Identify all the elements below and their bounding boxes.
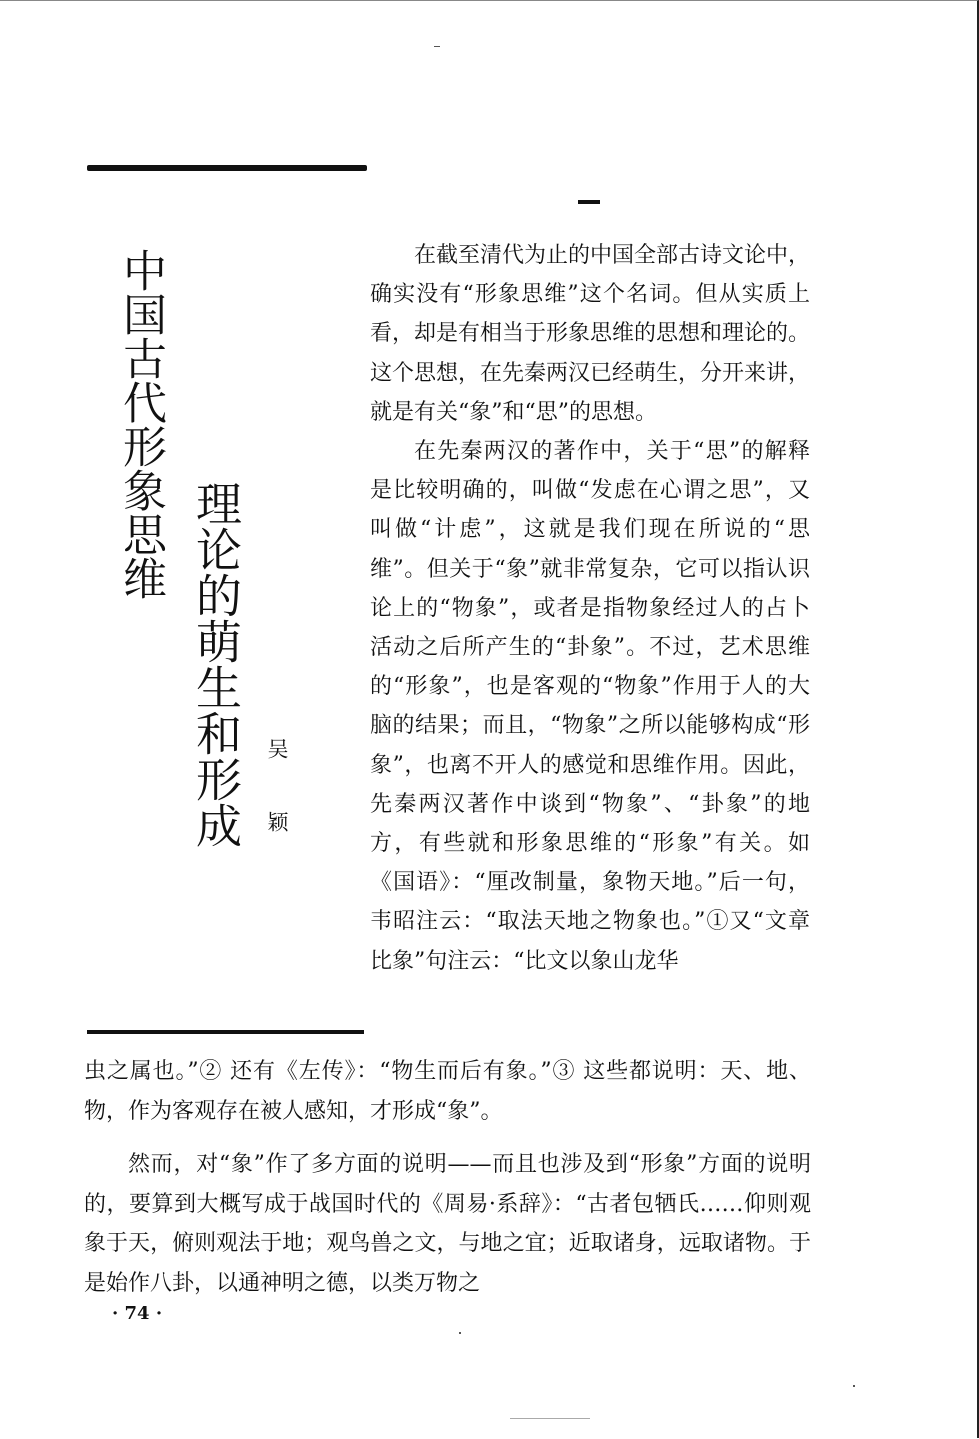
scan-speck xyxy=(434,46,440,47)
body-full-width xyxy=(84,1052,811,1304)
scan-speck xyxy=(510,1418,590,1419)
title-line-2: 理论的萌生和形成 xyxy=(189,480,243,848)
section-marker xyxy=(578,200,600,204)
scan-speck xyxy=(853,1385,855,1387)
paragraph-2-continuation: 虫之属也。”② 还有《左传》：“物生而后有象。”③ 这些都说明：天、地、物，作为客观存在被人感知，才形成“象”。 xyxy=(84,1059,811,1124)
title-rule-top xyxy=(87,165,367,171)
scan-speck xyxy=(459,1332,461,1334)
paragraph-3: 然而，对“象”作了多方面的说明——而且也涉及到“形象”方面的说明的，要算到大概写成于战国时代的《周易·系辞》：“古者包牺氏……仰则观象于天，俯则观法于地；观鸟兽之文，与地之宜；近取诸身，远取诸物。于是始作八卦，以通神明之德，以类万物之 xyxy=(84,1152,811,1296)
title-rule-bottom xyxy=(87,1030,364,1034)
paragraph-2: 在先秦两汉的著作中，关于“思”的解释是比较明确的，叫做“发虑在心谓之思”，又叫做“计虑”，这就是我们现在所说的“思维”。但关于“象”就非常复杂，它可以指认识论上的“物象”，或者是指物象经过人的占卜活动之后所产生的“卦象”。不过，艺术思维的“形象”，也是客观的“物象”作用于人的大脑的结果；而且，“物象”之所以能够构成“形象”，也离不开人的感觉和思维作用。因此，先秦两汉著作中谈到“物象”、“卦象”的地方，有些就和形象思维的“形象”有关。如《国语》：“厘改制量，象物天地。”后一句，韦昭注云：“取法天地之物象也。”①又“文章比象”句注云：“比文以象山龙华 xyxy=(370,439,810,974)
author-name: 吴颖 xyxy=(265,738,289,884)
body-column xyxy=(370,236,810,981)
page-number: · 74 · xyxy=(112,1303,163,1324)
title-line-1: 中国古代形象思维 xyxy=(115,248,166,600)
paragraph-1: 在截至清代为止的中国全部古诗文论中，确实没有“形象思维”这个名词。但从实质上看，却是有相当于形象思维的思想和理论的。这个思想，在先秦两汉已经萌生，分开来讲，就是有关“象”和“思”的思想。 xyxy=(370,243,811,425)
